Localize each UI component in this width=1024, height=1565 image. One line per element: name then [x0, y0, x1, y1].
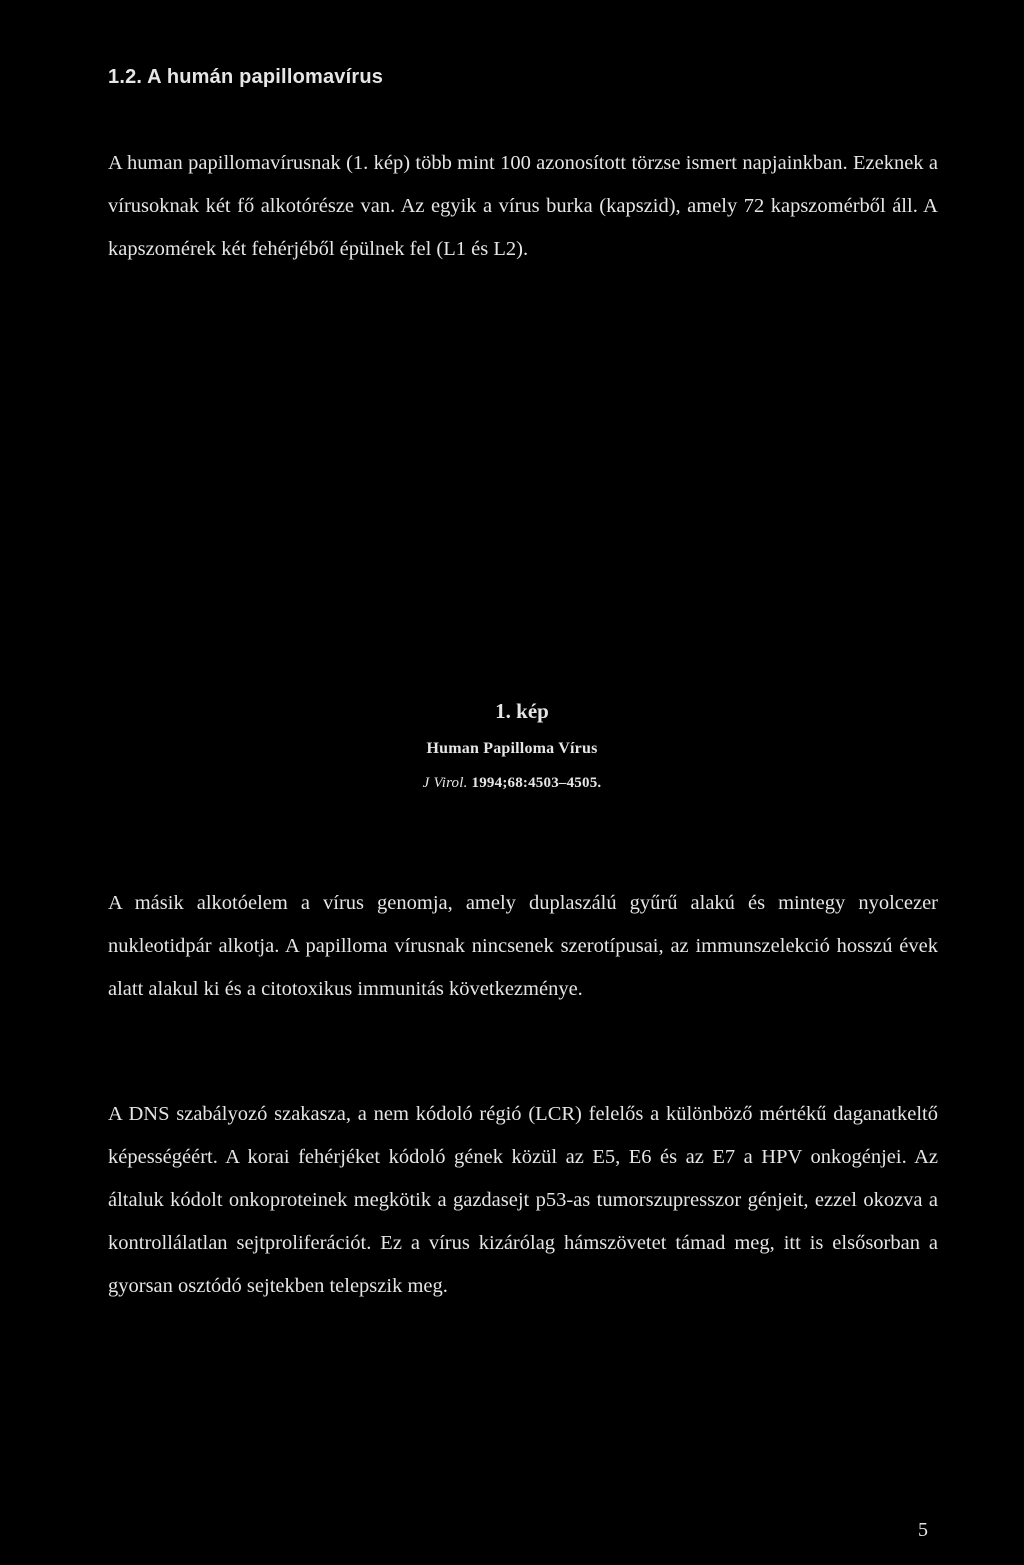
figure-label: 1. kép	[495, 699, 549, 723]
figure-reference-details: 1994;68:4503–4505.	[471, 775, 602, 791]
paragraph-genome: A másik alkotóelem a vírus genomja, amely duplaszálú gyűrű alakú és mintegy nyolcezer nukleotidpár alkotja. A papilloma vírusnak nincsenek szerotípusai, az immunszelekció hosszú évek alatt alakul ki és a citotoxikus immunitás következménye.	[108, 892, 938, 1000]
figure-reference-journal: J Virol.	[422, 775, 472, 791]
figure-reference	[0, 772, 1024, 794]
figure-title: Human Papilloma Vírus	[426, 740, 598, 757]
paragraph-dna-regulation: A DNS szabályozó szakasza, a nem kódoló régió (LCR) felelős a különböző mértékű daganatkeltő képességéért. A korai fehérjéket kódoló gének közül az E5, E6 és az E7 a HPV onkogénjei. Az általuk kódolt onkoproteinek megkötik a gazdasejt p53-as tumorszupresszor génjeit, ezzel okozva a kontrollálatlan sejtproliferációt. Ez a vírus kizárólag hámszövetet támad meg, itt is elsősorban a gyorsan osztódó sejtekben telepszik meg.	[108, 1103, 938, 1297]
paragraph-hpv-intro: A human papillomavírusnak (1. kép) több mint 100 azonosított törzse ismert napjainkban. Ezeknek a vírusoknak két fő alkotórésze van. Az egyik a vírus burka (kapszid), amely 72 kapszomérből áll. A kapszomérek két fehérjéből épülnek fel (L1 és L2).	[108, 152, 938, 260]
page-number: 5	[918, 1519, 928, 1541]
section-heading: 1.2. A humán papillomavírus	[108, 66, 384, 88]
figure-image-area	[108, 320, 938, 680]
figure-caption	[0, 696, 1024, 794]
